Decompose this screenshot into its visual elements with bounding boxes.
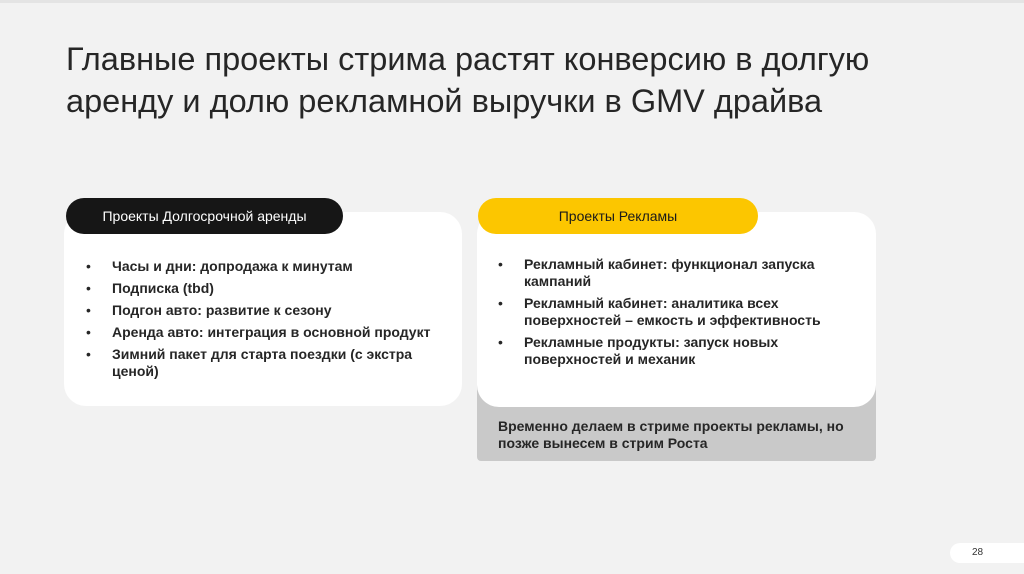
list-item <box>86 302 456 319</box>
bullet-icon: • <box>498 256 503 272</box>
bullet-icon: • <box>86 302 91 318</box>
bullet-icon: • <box>86 258 91 274</box>
bullet-icon: • <box>498 295 503 311</box>
advertising-header: Проекты Рекламы <box>478 198 758 234</box>
slide-title <box>66 38 986 122</box>
list-item <box>498 256 868 290</box>
list-item-text: Зимний пакет для старта поездки (с экстра ценой) <box>112 346 413 379</box>
bullet-icon: • <box>86 280 91 296</box>
list-item <box>498 295 868 329</box>
list-item-text: Подписка (tbd) <box>112 280 214 296</box>
list-item-text: Подгон авто: развитие к сезону <box>112 302 332 318</box>
bullet-icon: • <box>86 346 91 362</box>
page-number: 28 <box>950 543 1024 563</box>
list-item <box>498 334 868 368</box>
slide-title-line-2: аренду и долю рекламной выручки в GMV драйва <box>66 83 823 119</box>
list-item-text: Аренда авто: интеграция в основной продукт <box>112 324 431 340</box>
advertising-note-text: Временно делаем в стриме проекты рекламы, но позже вынесем в стрим Роста <box>498 418 844 451</box>
advertising-list <box>498 256 868 373</box>
list-item <box>86 346 456 380</box>
bullet-icon: • <box>498 334 503 350</box>
list-item <box>86 324 456 341</box>
list-item-text: Рекламные продукты: запуск новых поверхностей и механик <box>524 334 779 367</box>
list-item <box>86 280 456 297</box>
list-item-text: Часы и дни: допродажа к минутам <box>112 258 353 274</box>
long-term-rental-list <box>86 258 456 385</box>
bullet-icon: • <box>86 324 91 340</box>
long-term-rental-header: Проекты Долгосрочной аренды <box>66 198 343 234</box>
list-item-text: Рекламный кабинет: функционал запуска кампаний <box>524 256 815 289</box>
top-strip <box>0 0 1024 3</box>
list-item-text: Рекламный кабинет: аналитика всех поверхностей – емкость и эффективность <box>524 295 821 328</box>
list-item <box>86 258 456 275</box>
slide-title-line-1: Главные проекты стрима растят конверсию в долгую <box>66 41 870 77</box>
